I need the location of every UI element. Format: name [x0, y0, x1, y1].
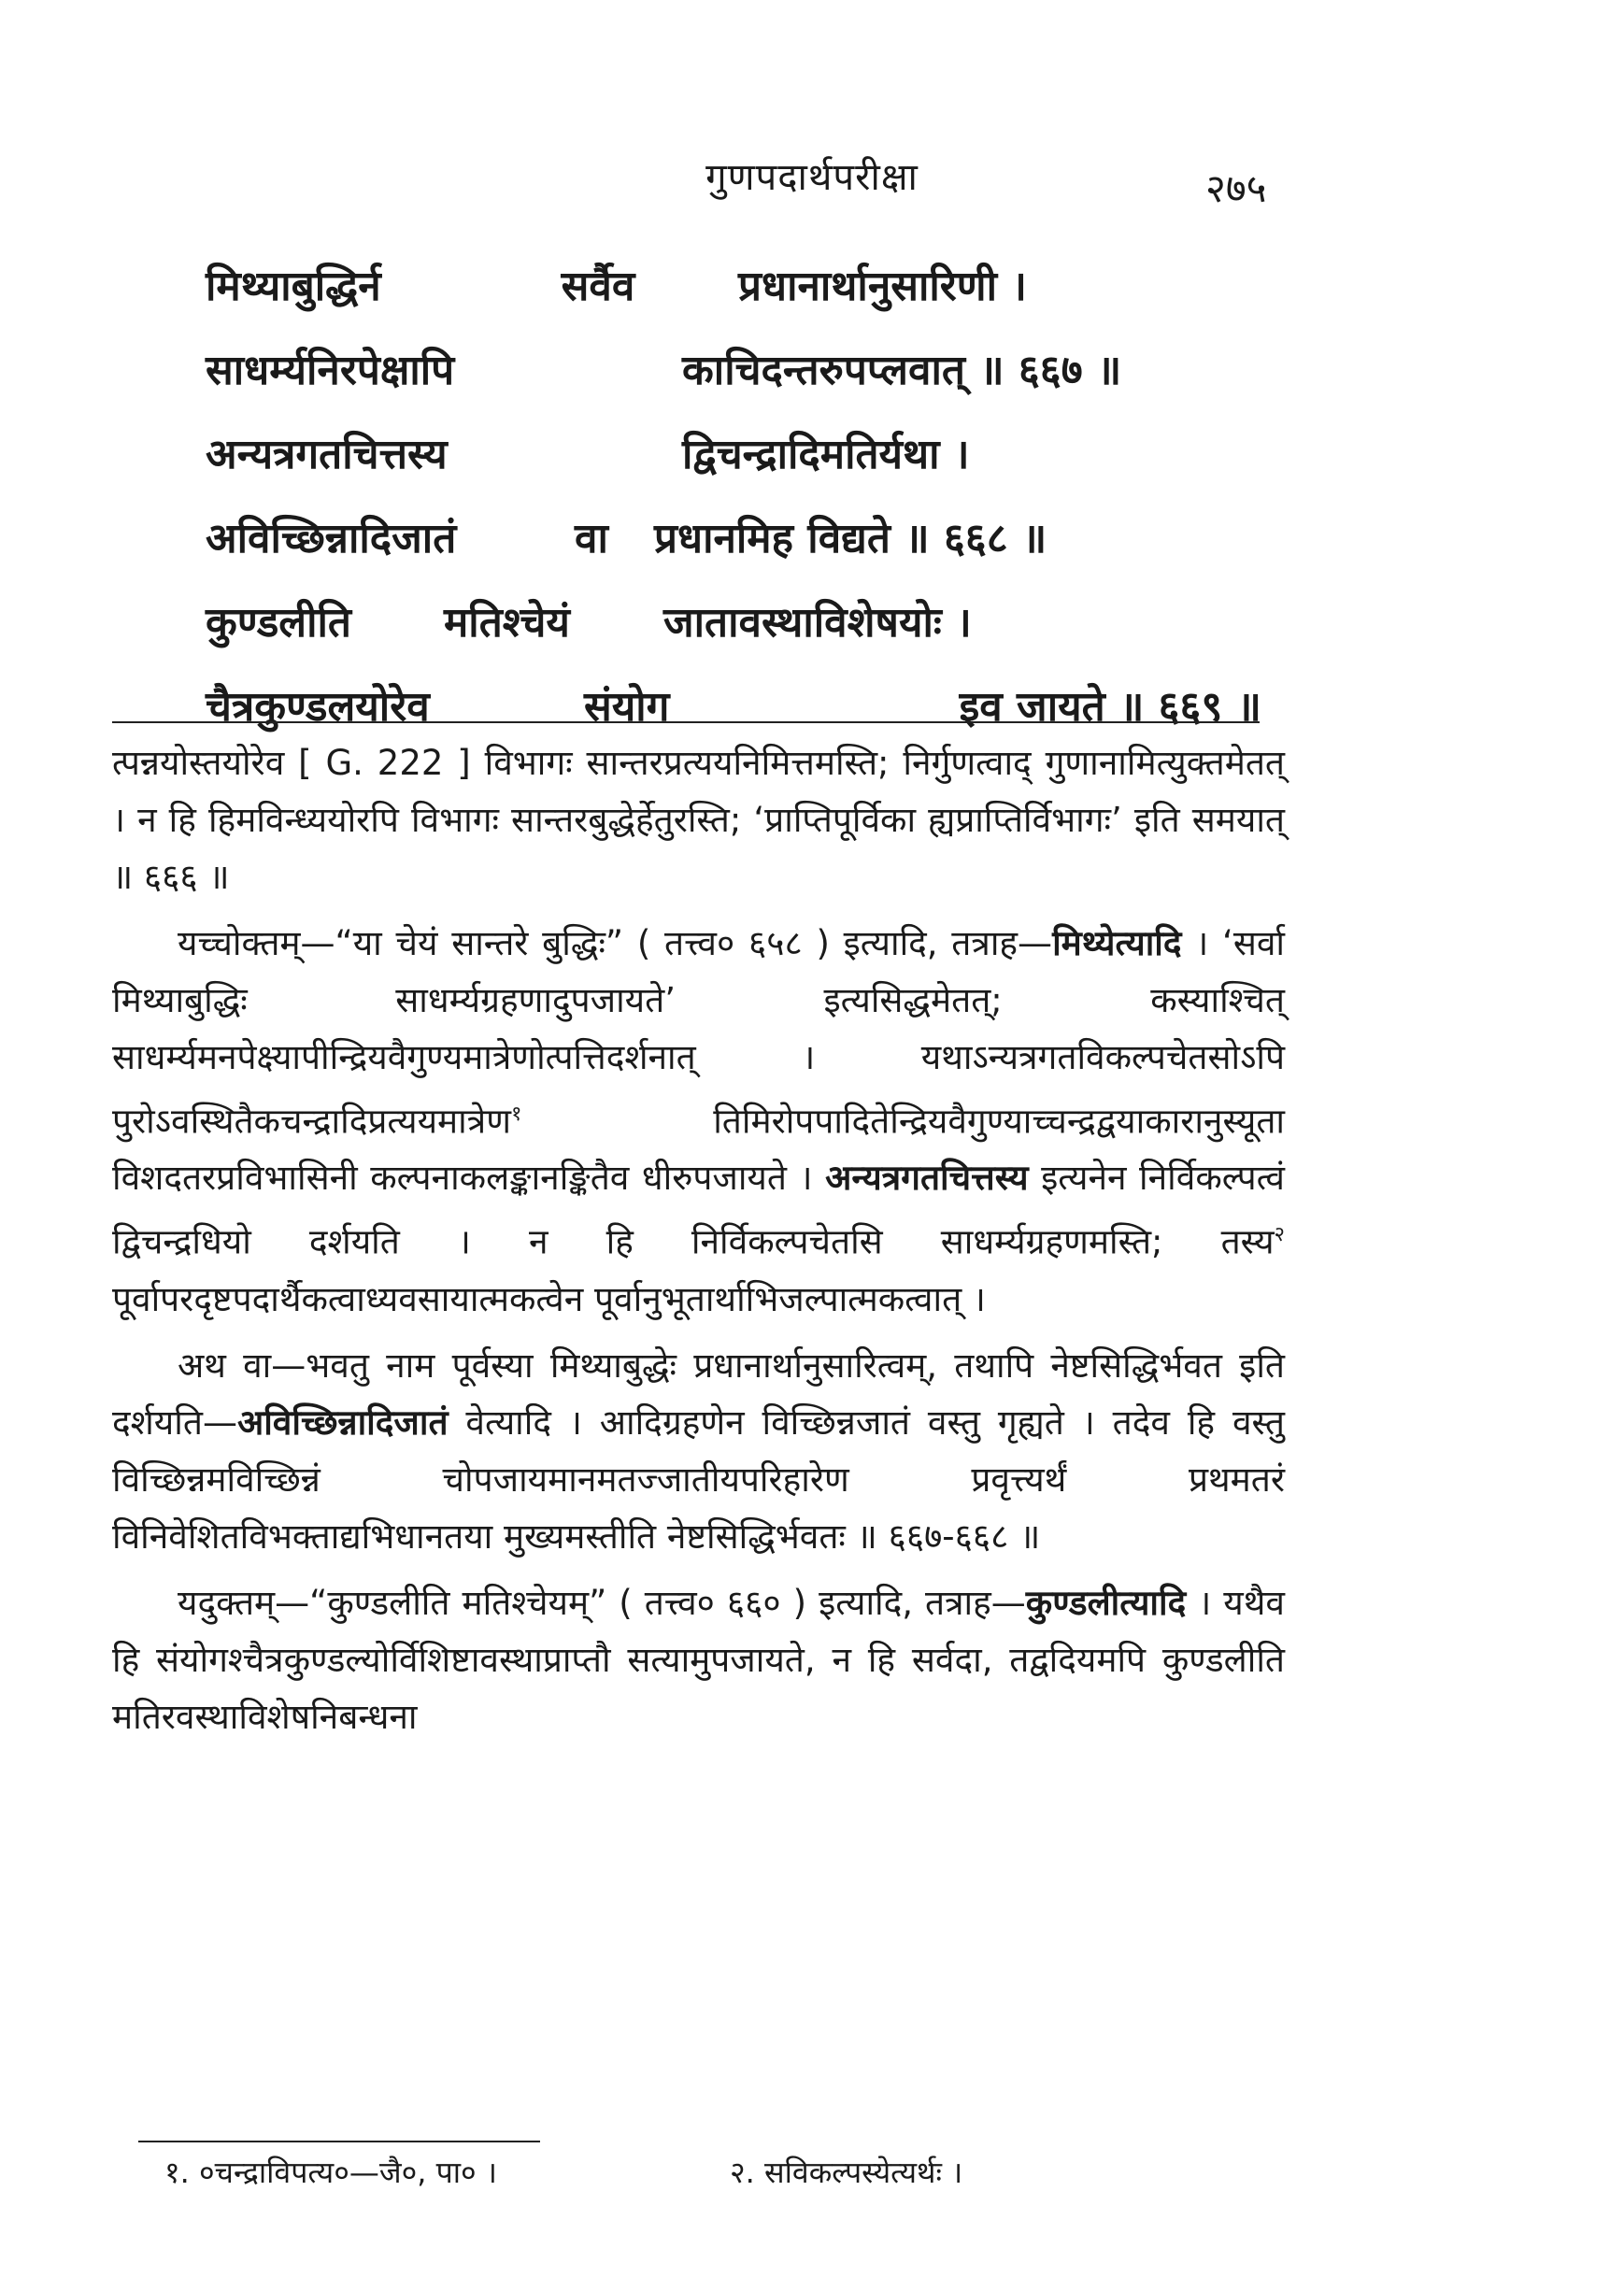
commentary-paragraph [112, 734, 1285, 905]
verse-block [206, 245, 1261, 749]
verse-line [206, 497, 1261, 581]
verse-word: सर्वैव [561, 263, 635, 310]
verse-word: अन्यत्रगतचित्तस्य [206, 431, 448, 478]
footnote-1: १. ०चन्द्राविपत्य०—जै०, पा० । [164, 2155, 497, 2190]
verse-word: कुण्डलीति [206, 599, 351, 647]
paragraph-text: पूर्वापरदृष्टपदार्थैकत्वाध्यवसायात्मकत्वेन पूर्वानुभूतार्थाभिजल्पात्मकत्वात् । [112, 1278, 986, 1319]
paragraph-text: तिमिरोपपादितेन्द्रियवैगुण्याच्चन्द्रद्वयाकारानुस्यूता विशदतरप्रविभासिनी कल्पनाकलङ्कानङ्कितैव धीरुपजायते । [112, 1101, 1285, 1199]
verse-line [206, 581, 1261, 665]
verse-word: वा [575, 515, 608, 562]
verse-word: साधर्म्यनिरपेक्षापि [206, 347, 455, 394]
footnote-rule [138, 2141, 540, 2142]
page-number: २७५ [1205, 165, 1267, 211]
verse-word: चैत्रकुण्डलयोरेव [206, 683, 430, 731]
commentary-paragraph [112, 915, 1285, 1328]
running-title: गुणपदार्थपरीक्षा [705, 156, 919, 199]
verse-word: मतिश्चेयं [444, 599, 570, 647]
paragraph-text: यच्चोक्तम्—“या चेयं सान्तरे बुद्धिः” ( तत्त्व० ६५८ ) इत्यादि, तत्राह— [178, 923, 1053, 963]
paragraph-text: यदुक्तम्—“कुण्डलीति मतिश्चेयम्” ( तत्त्व० ६६० ) इत्यादि, तत्राह— [178, 1582, 1026, 1623]
verse-word: संयोग [584, 683, 670, 731]
verse-line [206, 245, 1261, 329]
verse-word: काचिदन्तरुपप्लवात् ॥ ६६७ ॥ [682, 347, 1122, 394]
paragraph-text: त्पन्नयोस्तयोरेव [ G. 222 ] विभागः सान्तरप्रत्ययनिमित्तमस्ति; निर्गुणत्वाद् गुणानामित्युक्तमेतत् । न हि हिमविन्ध्ययोरपि विभागः सान्तरबुद्धेर्हेतुरस्ति; ‘प्राप्तिपूर्विका ह्यप्राप्तिर्विभागः’ इति समयात् ॥ ६६६ ॥ [112, 743, 1285, 897]
commentary-paragraph [112, 1337, 1285, 1565]
verse-word: मिथ्याबुद्धिर्न [206, 263, 381, 310]
paragraph-text: वेत्यादि । आदिग्रहणेन विच्छिन्नजातं वस्तु गृह्यते । तदेव हि वस्तु विच्छिन्नमविच्छिन्नं चोपजायमानमतज्जातीयपरिहारेण प्रवृत्त्यर्थं प्रथमतरं विनिवेशितविभक्ताद्यभिधानतया मुख्यमस्तीति नेष्टसिद्धिर्भवतः ॥ ६६७-६६८ ॥ [112, 1402, 1285, 1557]
pratika-bold: अन्यत्रगतचित्तस्य [825, 1158, 1029, 1199]
verse-line [206, 329, 1261, 413]
verse-word: इव जायते ॥ ६६९ ॥ [959, 683, 1261, 731]
verse-word: प्रधानार्थानुसारिणी । [738, 263, 1027, 310]
verse-line [206, 413, 1261, 497]
footnote-2: २. सविकल्पस्येत्यर्थः । [730, 2155, 963, 2190]
verse-word: जातावस्थाविशेषयोः । [663, 599, 972, 647]
footnote-marker: २ [1274, 1223, 1285, 1247]
paragraph-text: इत्यनेन निर्विकल्पत्वं द्विचन्द्रधियो दर्शयति । न हि निर्विकल्पचेतसि साधर्म्यग्रहणमस्ति; तस्य [112, 1158, 1286, 1262]
commentary-paragraph [112, 1574, 1285, 1745]
verse-word: अविच्छिन्नादिजातं [206, 515, 457, 562]
footnotes [164, 2149, 1239, 2196]
footnote-marker: १ [510, 1103, 522, 1126]
verse-word: प्रधानमिह विद्यते ॥ ६६८ ॥ [654, 515, 1047, 562]
verse-word: द्विचन्द्रादिमतिर्यथा । [682, 431, 970, 478]
paragraph-text: । ‘सर्वा मिथ्याबुद्धिः साधर्म्यग्रहणादुपजायते’ इत्यसिद्धमेतत्; कस्याश्चित् साधर्म्यमनपेक्ष्यापीन्द्रियवैगुण्यमात्रेणोत्पत्तिदर्शनात् । यथाऽन्यत्रगतविकल्पचेतसोऽपि पुरोऽवस्थितैकचन्द्रादिप्रत्ययमात्रेण [112, 923, 1285, 1142]
pratika-bold: कुण्डलीत्यादि [1025, 1582, 1187, 1623]
commentary-text [112, 734, 1285, 1755]
pratika-bold: मिथ्येत्यादि [1052, 923, 1182, 963]
separator-rule [112, 721, 1260, 723]
paragraph-text: अथ वा—भवतु नाम पूर्वस्या मिथ्याबुद्धेः प्रधानार्थानुसारित्वम्, तथापि नेष्टसिद्धिर्भवत इति दर्शयति— [112, 1345, 1285, 1443]
pratika-bold: अविच्छिन्नादिजातं [236, 1402, 449, 1443]
paragraph-text: । यथैव हि संयोगश्चैत्रकुण्डल्योर्विशिष्टावस्थाप्राप्तौ सत्यामुपजायते, न हि सर्वदा, तद्वदियमपि कुण्डलीति मतिरवस्थाविशेषनिबन्धना [112, 1582, 1285, 1737]
